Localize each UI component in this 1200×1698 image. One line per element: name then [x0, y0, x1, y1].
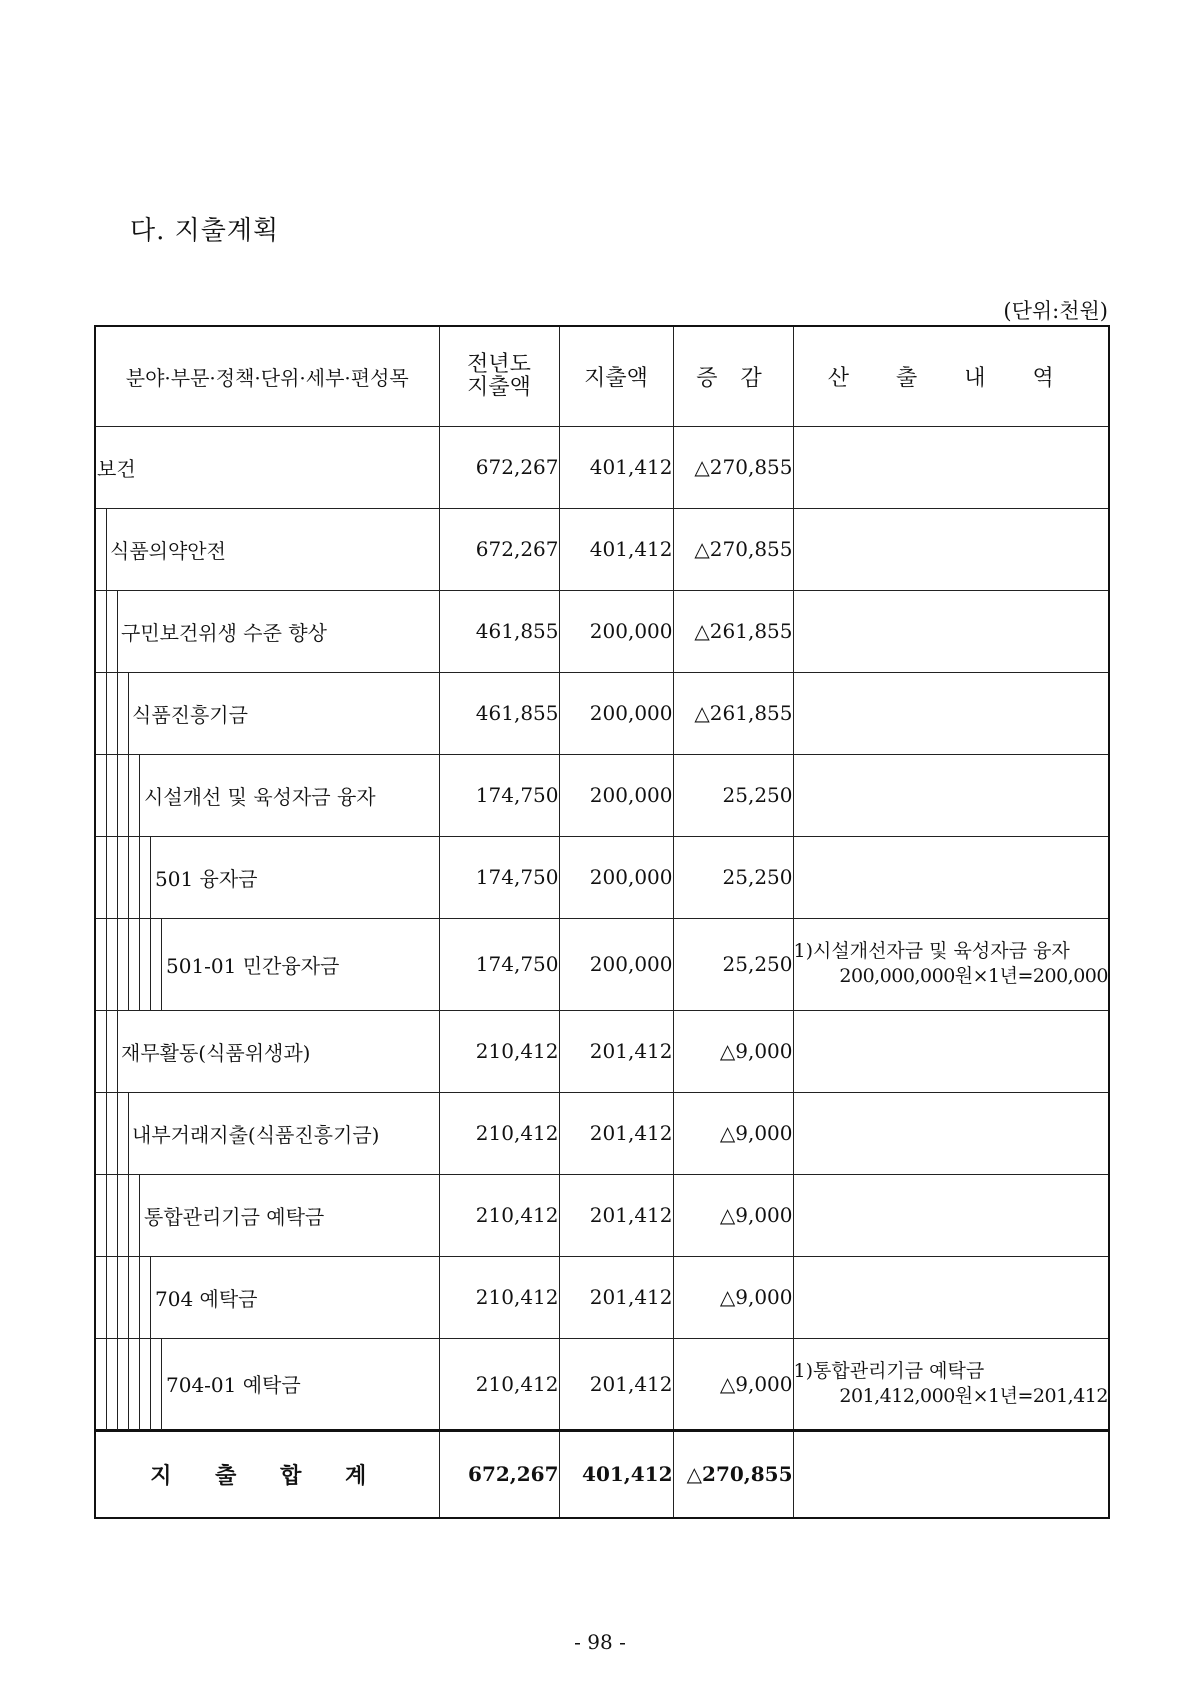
total-row: [95, 1430, 1109, 1518]
table-row: [95, 672, 1109, 754]
row-name-cell: [95, 1010, 439, 1092]
calc-line-1: 1)시설개선자금 및 육성자금 융자: [793, 940, 1070, 963]
table-row: [95, 754, 1109, 836]
total-current: 401,412: [559, 1430, 673, 1518]
row-current: 201,412: [559, 1338, 673, 1430]
row-prev: 174,750: [439, 754, 559, 836]
row-name: 재무활동(식품위생과): [121, 1040, 311, 1065]
row-current: 201,412: [559, 1092, 673, 1174]
total-calc: [793, 1430, 1109, 1518]
row-change: △261,855: [673, 672, 793, 754]
row-calc: [793, 1256, 1109, 1338]
table-row: [95, 590, 1109, 672]
table-row: [95, 1092, 1109, 1174]
row-current: 201,412: [559, 1256, 673, 1338]
row-calc: [793, 1338, 1109, 1430]
row-change: △9,000: [673, 1256, 793, 1338]
row-current: 401,412: [559, 426, 673, 508]
row-prev: 672,267: [439, 426, 559, 508]
row-calc: [793, 508, 1109, 590]
row-change: △9,000: [673, 1092, 793, 1174]
row-prev: 210,412: [439, 1092, 559, 1174]
row-name: 시설개선 및 육성자금 융자: [144, 784, 376, 809]
row-current: 200,000: [559, 590, 673, 672]
row-name: 704-01 예탁금: [166, 1373, 301, 1397]
table-row: [95, 1174, 1109, 1256]
budget-table: [94, 325, 1110, 1519]
row-prev: 461,855: [439, 672, 559, 754]
table-row: [95, 836, 1109, 918]
row-calc: [793, 918, 1109, 1010]
row-name-cell: [95, 1092, 439, 1174]
row-calc: [793, 836, 1109, 918]
row-current: 201,412: [559, 1010, 673, 1092]
total-label: 지 출 합 계: [95, 1430, 439, 1518]
row-name: 통합관리기금 예탁금: [144, 1204, 325, 1229]
header-calc: 산 출 내 역: [793, 326, 1109, 426]
row-name: 식품진흥기금: [132, 702, 248, 727]
header-prev-line2: 지출액: [467, 375, 531, 401]
row-current: 200,000: [559, 836, 673, 918]
header-prev-year: [439, 326, 559, 426]
row-prev: 210,412: [439, 1174, 559, 1256]
row-name: 704 예탁금: [155, 1286, 258, 1311]
table-row: [95, 1010, 1109, 1092]
row-prev: 672,267: [439, 508, 559, 590]
row-current: 200,000: [559, 672, 673, 754]
row-name: 구민보건위생 수준 향상: [121, 620, 327, 645]
row-change: △261,855: [673, 590, 793, 672]
row-calc: [793, 1010, 1109, 1092]
row-change: 25,250: [673, 918, 793, 1010]
row-name-cell: [95, 754, 439, 836]
row-name: 501-01 민간융자금: [166, 953, 340, 978]
row-calc: [793, 590, 1109, 672]
page-number: - 98 -: [574, 1630, 626, 1654]
row-change: △270,855: [673, 426, 793, 508]
row-name-cell: [95, 836, 439, 918]
row-change: △9,000: [673, 1010, 793, 1092]
row-calc: [793, 754, 1109, 836]
calc-line-2: 201,412,000원×1년=201,412: [839, 1384, 1108, 1407]
header-change: 증 감: [673, 326, 793, 426]
row-prev: 174,750: [439, 836, 559, 918]
table-header-row: [95, 326, 1109, 426]
row-name: 내부거래지출(식품진흥기금): [132, 1122, 380, 1147]
table-row: [95, 426, 1109, 508]
header-current: 지출액: [559, 326, 673, 426]
row-name-cell: [95, 508, 439, 590]
row-name-cell: [95, 918, 439, 1010]
header-category: 분야·부문·정책·단위·세부·편성목: [95, 326, 439, 426]
row-name-cell: [95, 590, 439, 672]
row-name-cell: [95, 1174, 439, 1256]
table-row: [95, 1338, 1109, 1430]
row-prev: 210,412: [439, 1256, 559, 1338]
row-current: 200,000: [559, 754, 673, 836]
row-name: 보건: [97, 456, 136, 481]
row-current: 401,412: [559, 508, 673, 590]
row-calc: [793, 426, 1109, 508]
total-prev: 672,267: [439, 1430, 559, 1518]
row-name-cell: [95, 1338, 439, 1430]
row-calc: [793, 1092, 1109, 1174]
row-change: △9,000: [673, 1338, 793, 1430]
row-current: 201,412: [559, 1174, 673, 1256]
row-current: 200,000: [559, 918, 673, 1010]
header-prev-line1: 전년도: [467, 352, 531, 378]
row-change: 25,250: [673, 754, 793, 836]
total-change: △270,855: [673, 1430, 793, 1518]
section-title: 다. 지출계획: [130, 216, 280, 246]
row-prev: 461,855: [439, 590, 559, 672]
calc-line-2: 200,000,000원×1년=200,000: [839, 965, 1108, 987]
row-prev: 174,750: [439, 918, 559, 1010]
row-calc: [793, 672, 1109, 754]
row-name: 501 융자금: [155, 866, 258, 891]
row-name-cell: [95, 1256, 439, 1338]
row-name: 식품의약안전: [110, 538, 226, 563]
row-prev: 210,412: [439, 1010, 559, 1092]
row-prev: 210,412: [439, 1338, 559, 1430]
row-change: △270,855: [673, 508, 793, 590]
row-calc: [793, 1174, 1109, 1256]
calc-line-1: 1)통합관리기금 예탁금: [793, 1359, 985, 1382]
table-row: [95, 1256, 1109, 1338]
row-name-cell: [95, 672, 439, 754]
row-change: 25,250: [673, 836, 793, 918]
row-change: △9,000: [673, 1174, 793, 1256]
table-row: [95, 508, 1109, 590]
table-row: [95, 918, 1109, 1010]
row-name-cell: [95, 426, 439, 508]
unit-label: (단위:천원): [1003, 299, 1108, 323]
